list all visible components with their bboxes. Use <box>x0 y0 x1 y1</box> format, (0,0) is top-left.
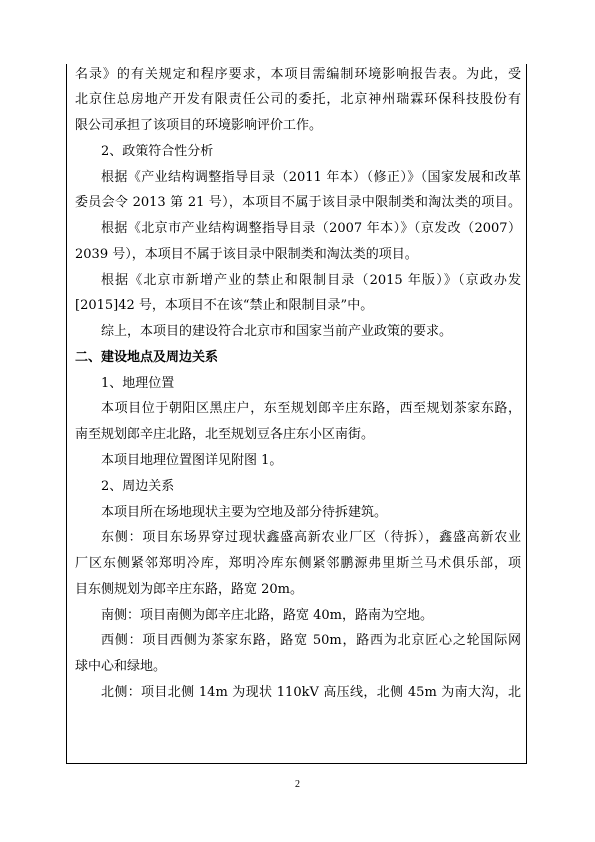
paragraph-line: 委员会令 2013 第 21 号），本项目不属于该目录中限制类和淘汰类的项目。 <box>75 195 521 210</box>
paragraph-line: 综上，本项目的建设符合北京市和国家当前产业政策的要求。 <box>101 324 453 339</box>
paragraph-line: 厂区东侧紧邻郑明冷库，郑明冷库东侧紧邻鹏源弗里斯兰马术俱乐部，项 <box>75 556 521 571</box>
paragraph-line: 南至规划郎辛庄北路，北至规划豆各庄东小区南街。 <box>75 427 375 442</box>
paragraph-line: 南侧：项目南侧为郎辛庄北路，路宽 40m，路南为空地。 <box>101 608 434 623</box>
paragraph-line: 限公司承担了该项目的环境影响评价工作。 <box>75 118 323 133</box>
paragraph-line: 2039 号），本项目不属于该目录中限制类和淘汰类的项目。 <box>75 247 418 262</box>
paragraph-line: 根据《北京市新增产业的禁止和限制目录（2015 年版）》（京政办发 <box>101 273 521 288</box>
paragraph-line: 目东侧规划为郎辛庄东路，路宽 20m。 <box>75 582 304 597</box>
paragraph-line: 北京住总房地产开发有限责任公司的委托，北京神州瑞霖环保科技股份有 <box>75 92 521 107</box>
page-number: 2 <box>295 779 300 790</box>
paragraph-line: [2015]42 号，本项目不在该“禁止和限制目录”中。 <box>75 298 374 313</box>
paragraph-line: 本项目位于朝阳区黑庄户，东至规划郎辛庄东路，西至规划茶家东路， <box>101 401 521 416</box>
paragraph-line: 根据《产业结构调整指导目录（2011 年本）（修正）》（国家发展和改革 <box>101 170 521 185</box>
paragraph-line: 球中心和绿地。 <box>75 659 167 674</box>
paragraph-line: 本项目所在场地现状主要为空地及部分待拆建筑。 <box>101 505 388 520</box>
paragraph-line: 本项目地理位置图详见附图 1。 <box>101 453 283 468</box>
paragraph-line: 名录》的有关规定和程序要求，本项目需编制环境影响报告表。为此，受 <box>75 67 521 82</box>
paragraph-line: 北侧：项目北侧 14m 为现状 110kV 高压线，北侧 45m 为南大沟，北 <box>101 685 521 700</box>
section-subheading: 2、政策符合性分析 <box>101 144 214 159</box>
section-subheading: 2、周边关系 <box>101 479 175 494</box>
paragraph-line: 东侧：项目东场界穿过现状鑫盛高新农业厂区（待拆），鑫盛高新农业 <box>101 530 521 545</box>
paragraph-line: 西侧：项目西侧为茶家东路，路宽 50m，路西为北京匠心之轮国际网 <box>101 633 521 648</box>
section-heading: 二、建设地点及周边关系 <box>75 350 219 365</box>
paragraph-line: 根据《北京市产业结构调整指导目录（2007 年本）》（京发改（2007） <box>101 221 521 236</box>
section-subheading: 1、地理位置 <box>101 376 175 391</box>
